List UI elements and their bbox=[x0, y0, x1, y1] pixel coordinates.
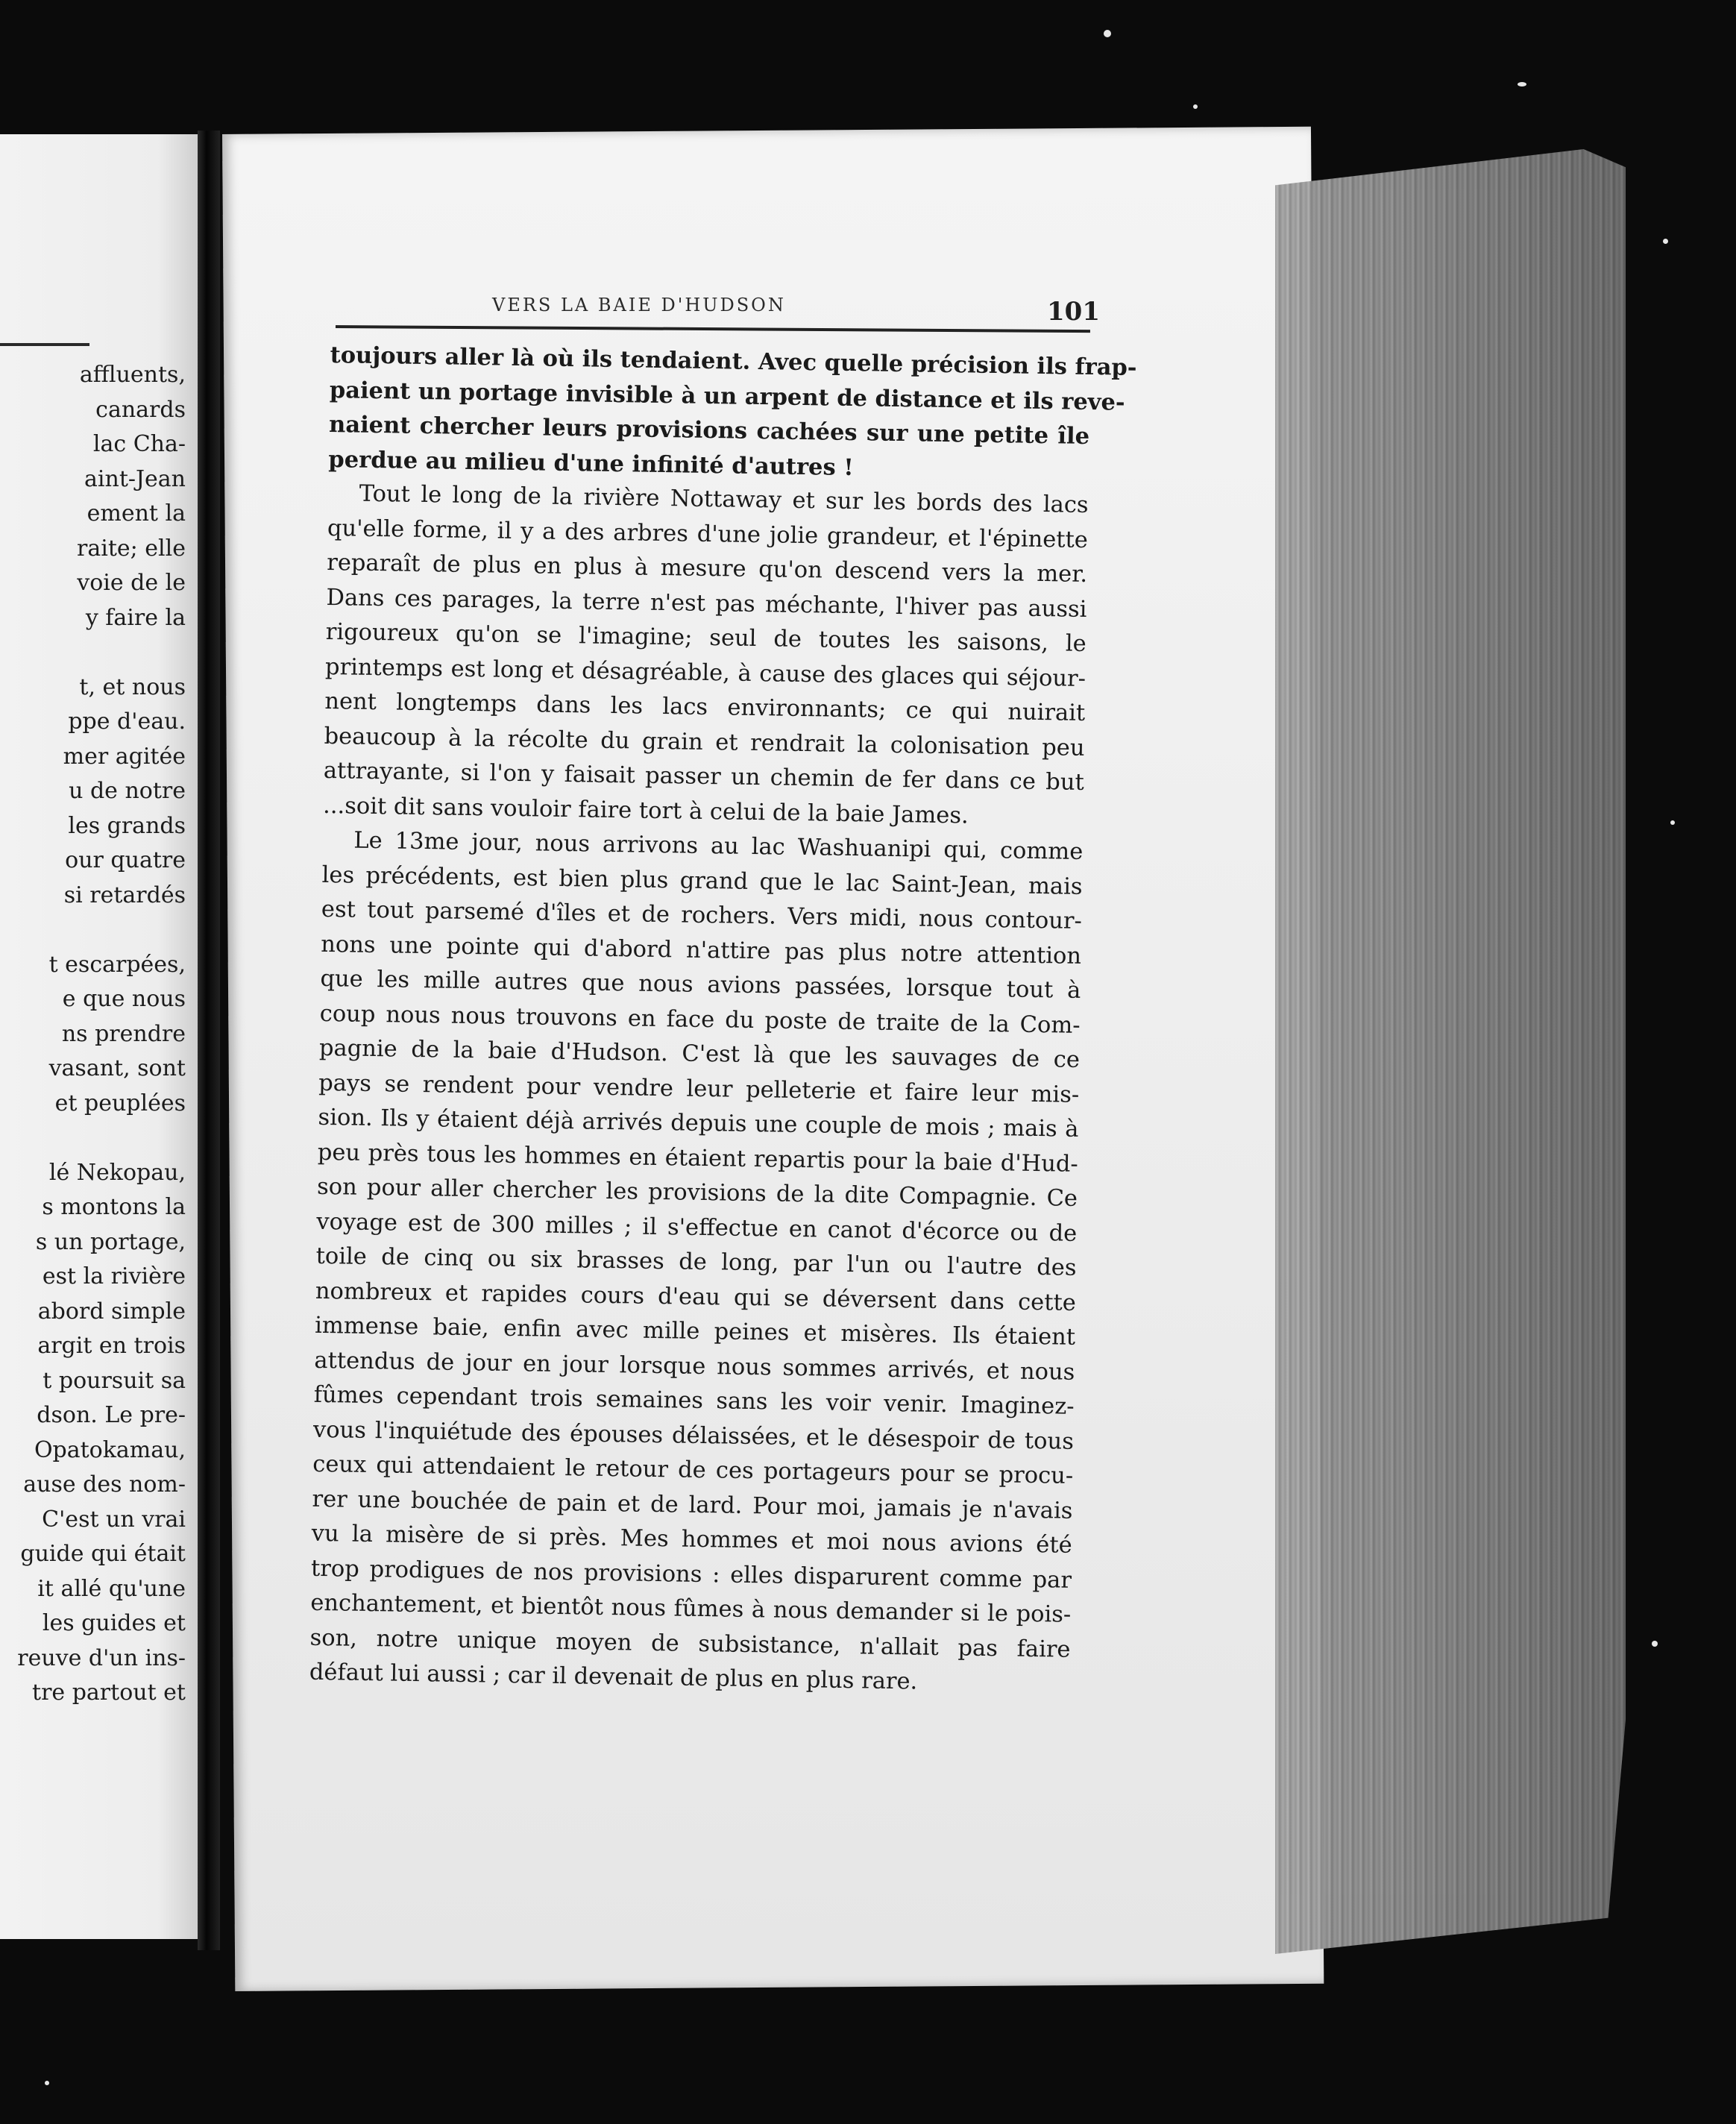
previous-page-line: canards bbox=[95, 396, 186, 423]
body-line: toile de cinq ou six brasses de long, par l'un ou l'autre des bbox=[315, 1242, 1077, 1281]
body-line: est tout parsemé d'îles et de rochers. Vers midi, nous contour- bbox=[321, 896, 1083, 934]
previous-page-line: t escarpées, bbox=[48, 951, 186, 978]
previous-page-line bbox=[0, 913, 186, 948]
page-fore-edge-shade bbox=[1275, 149, 1626, 1954]
previous-page-line: argit en trois bbox=[37, 1333, 186, 1359]
body-line: naient chercher leurs provisions cachées sur une petite île bbox=[328, 410, 1090, 450]
body-line: son, notre unique moyen de subsistance, n'allait pas faire bbox=[309, 1624, 1071, 1663]
previous-page-line: y faire la bbox=[85, 604, 186, 631]
body-line: rer une bouchée de pain et de lard. Pour moi, jamais je n'avais bbox=[312, 1486, 1073, 1524]
body-line: ...soit dit sans vouloir faire tort à celui de la baie James. bbox=[322, 792, 969, 829]
body-line: son pour aller chercher les provisions de la dite Compagnie. Ce bbox=[316, 1173, 1078, 1212]
previous-page-line: e que nous bbox=[62, 986, 186, 1012]
body-line: paient un portage invisible à un arpent de distance et ils reve- bbox=[329, 376, 1125, 416]
body-line: attendus de jour en jour lorsque nous sommes arrivés, et nous bbox=[314, 1347, 1075, 1386]
previous-page-line: voie de le bbox=[77, 570, 186, 596]
body-line: nent longtemps dans les lacs environnants; ce qui nuirait bbox=[324, 688, 1086, 726]
body-line: rigoureux qu'on se l'imagine; seul de toutes les saisons, le bbox=[325, 618, 1086, 657]
body-line: toujours aller là où ils tendaient. Avec quelle précision ils frap- bbox=[330, 341, 1137, 381]
previous-page-line: aint-Jean bbox=[84, 465, 186, 492]
body-line: reparaît de plus en plus à mesure qu'on descend vers la mer. bbox=[326, 549, 1088, 588]
previous-page-line bbox=[0, 635, 186, 670]
previous-page-line: si retardés bbox=[63, 882, 186, 908]
body-line: perdue au milieu d'une infinité d'autres ! bbox=[328, 445, 854, 481]
previous-page-rule bbox=[0, 343, 89, 346]
previous-page-line: abord simple bbox=[37, 1298, 186, 1325]
body-line: Tout le long de la rivière Nottaway et sur les bords des lacs bbox=[359, 480, 1089, 518]
dust-speck bbox=[45, 2081, 49, 2085]
body-line: qu'elle forme, il y a des arbres d'une jolie grandeur, et l'épinette bbox=[327, 515, 1089, 553]
previous-page-line: it allé qu'une bbox=[37, 1575, 186, 1602]
body-line: les précédents, est bien plus grand que le lac Saint-Jean, mais bbox=[321, 861, 1083, 900]
previous-page-line: ppe d'eau. bbox=[68, 708, 186, 735]
previous-page-line: lac Cha- bbox=[92, 431, 186, 457]
previous-page-line: guide qui était bbox=[20, 1541, 186, 1567]
previous-page-line: ement la bbox=[87, 500, 186, 527]
body-line: fûmes cependant trois semaines sans les voir venir. Imaginez- bbox=[313, 1381, 1075, 1420]
body-line: pagnie de la baie d'Hudson. C'est là que les sauvages de ce bbox=[318, 1034, 1081, 1073]
previous-page-line: our quatre bbox=[65, 847, 186, 873]
previous-page-line: les guides et bbox=[42, 1610, 186, 1636]
previous-page-line: C'est un vrai bbox=[42, 1506, 186, 1533]
body-text bbox=[309, 338, 1137, 1702]
dust-speck bbox=[1193, 104, 1198, 109]
body-line: Dans ces parages, la terre n'est pas méchante, l'hiver pas aussi bbox=[326, 584, 1087, 623]
previous-page-line: s un portage, bbox=[35, 1228, 186, 1255]
body-line: vu la misère de si près. Mes hommes et moi nous avions été bbox=[311, 1520, 1072, 1559]
body-line: trop prodigues de nos provisions : elles disparurent comme par bbox=[310, 1555, 1072, 1594]
book-gutter bbox=[198, 131, 220, 1950]
body-line: pays se rendent pour vendre leur pelleterie et faire leur mis- bbox=[318, 1069, 1080, 1108]
previous-page-line: lé Nekopau, bbox=[48, 1159, 186, 1186]
body-line: Le 13me jour, nous arrivons au lac Washuanipi qui, comme bbox=[353, 827, 1084, 865]
previous-page-line: raite; elle bbox=[77, 535, 186, 562]
body-line: vous l'inquiétude des épouses délaissées, et le désespoir de tous bbox=[312, 1416, 1075, 1455]
page-number: 101 bbox=[1047, 297, 1100, 327]
body-line: peu près tous les hommes en étaient repartis pour la baie d'Hud- bbox=[317, 1139, 1078, 1178]
running-head: VERS LA BAIE D'HUDSON bbox=[492, 295, 786, 315]
previous-page-line: t, et nous bbox=[79, 673, 186, 700]
body-line: immense baie, enfin avec mille peines et misères. Ils étaient bbox=[314, 1312, 1076, 1351]
previous-page-line: ause des nom- bbox=[23, 1471, 186, 1498]
previous-page-line: les grands bbox=[68, 812, 186, 839]
dust-speck bbox=[1663, 239, 1668, 244]
previous-page-line: mer agitée bbox=[63, 743, 186, 770]
previous-page-line: est la rivière bbox=[42, 1263, 186, 1289]
dust-speck bbox=[1518, 82, 1526, 87]
dust-speck bbox=[1670, 820, 1675, 825]
previous-page-line: vasant, sont bbox=[48, 1055, 186, 1081]
body-line: attrayante, si l'on y faisait passer un chemin de fer dans ce but bbox=[323, 757, 1085, 796]
dust-speck bbox=[1652, 1641, 1658, 1647]
body-line: ceux qui attendaient le retour de ces portageurs pour se procu- bbox=[312, 1451, 1074, 1489]
body-line: nombreux et rapides cours d'eau qui se déversent dans cette bbox=[315, 1278, 1077, 1316]
previous-page-fragment bbox=[0, 134, 198, 1939]
body-line: coup nous nous trouvons en face du poste de traite de la Com- bbox=[319, 1000, 1081, 1039]
dust-speck bbox=[1104, 30, 1111, 37]
previous-page-line: ns prendre bbox=[61, 1020, 186, 1047]
previous-page-line: dson. Le pre- bbox=[37, 1402, 186, 1428]
previous-page-line bbox=[0, 1121, 186, 1156]
previous-page-line: u de notre bbox=[69, 778, 186, 804]
body-line: printemps est long et désagréable, à cause des glaces qui séjour- bbox=[324, 653, 1086, 692]
previous-page-line: et peuplées bbox=[54, 1090, 186, 1116]
body-line: que les mille autres que nous avions passées, lorsque tout à bbox=[320, 965, 1081, 1004]
previous-page-line: t poursuit sa bbox=[43, 1367, 186, 1394]
previous-page-line: tre partout et bbox=[32, 1680, 186, 1706]
body-line: beaucoup à la récolte du grain et rendrait la colonisation peu bbox=[324, 723, 1085, 761]
previous-page-line: Opatokamau, bbox=[34, 1436, 186, 1463]
previous-page-line: affluents, bbox=[79, 362, 186, 388]
body-line: voyage est de 300 milles ; il s'effectue en canot d'écorce ou de bbox=[316, 1208, 1078, 1247]
previous-page-line: reuve d'un ins- bbox=[17, 1644, 186, 1671]
body-line: nons une pointe qui d'abord n'attire pas plus notre attention bbox=[320, 931, 1082, 970]
previous-page-line: s montons la bbox=[42, 1194, 186, 1220]
body-line: défaut lui aussi ; car il devenait de plus en plus rare. bbox=[309, 1659, 918, 1695]
previous-page-text bbox=[0, 358, 186, 1711]
body-line: sion. Ils y étaient déjà arrivés depuis une couple de mois ; mais à bbox=[318, 1104, 1079, 1143]
body-line: enchantement, et bientôt nous fûmes à nous demander si le pois- bbox=[310, 1589, 1072, 1628]
